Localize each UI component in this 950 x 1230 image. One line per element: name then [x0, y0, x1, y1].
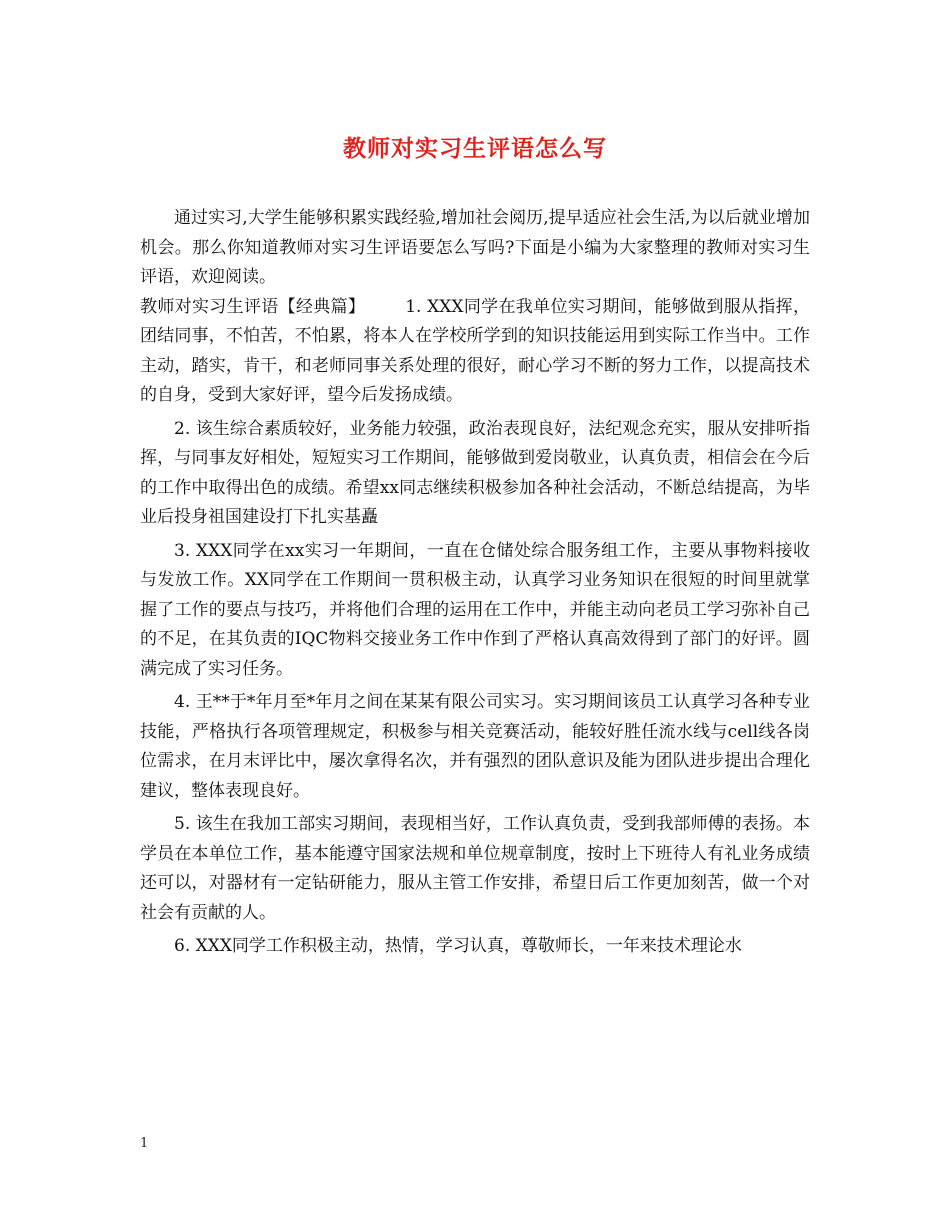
document-body [140, 204, 810, 962]
item-paragraph-6: 6. XXX同学工作积极主动，热情，学习认真，尊敬师长，一年来技术理论水 [174, 936, 742, 956]
section-label: 教师对实习生评语【经典篇】 [140, 296, 366, 317]
item-paragraph-1 [140, 293, 810, 411]
intro-paragraph: 通过实习,大学生能够积累实践经验,增加社会阅历,提早适应社会生活,为以后就业增加机会。那么你知道教师对实习生评语要怎么写吗?下面是小编为大家整理的教师对实习生评语，欢迎阅读。 [140, 208, 810, 287]
document-title: 教师对实习生评语怎么写 [343, 135, 607, 162]
page-number: 1 [140, 1136, 149, 1151]
item-paragraph-4: 4. 王**于*年月至*年月之间在某某有限公司实习。实习期间该员工认真学习各种专业技能，严格执行各项管理规定，积极参与相关竞赛活动，能较好胜任流水线与cell线各岗位需求，在月末评比中，屡次拿得名次，并有强烈的团队意识及能为团队进步提出合理化建议，整体表现良好。 [140, 692, 810, 801]
item-text-1: 1. XXX同学在我单位实习期间，能够做到服从指挥，团结同事，不怕苦，不怕累，将本人在学校所学到的知识技能运用到实际工作当中。工作主动，踏实，肯干，和老师同事关系处理的很好，耐心学习不断的努力工作，以提高技术的自身，受到大家好评，望今后发扬成绩。 [140, 296, 810, 405]
item-paragraph-3: 3. XXX同学在xx实习一年期间，一直在仓储处综合服务组工作，主要从事物料接收与发放工作。XX同学在工作期间一贯积极主动，认真学习业务知识在很短的时间里就掌握了工作的要点与技巧，并将他们合理的运用在工作中，并能主动向老员工学习弥补自己的不足，在其负责的IQC物料交接业务工作中作到了严格认真高效得到了部门的好评。圆满完成了实习任务。 [140, 540, 810, 679]
item-paragraph-2: 2. 该生综合素质较好，业务能力较强，政治表现良好，法纪观念充实，服从安排听指挥，与同事友好相处，短短实习工作期间，能够做到爱岗敬业，认真负责，相信会在今后的工作中取得出色的成绩。希望xx同志继续积极参加各种社会活动，不断总结提高，为毕业后投身祖国建设打下扎实基矗 [140, 418, 810, 527]
item-paragraph-5: 5. 该生在我加工部实习期间，表现相当好，工作认真负责，受到我部师傅的表扬。本学员在本单位工作，基本能遵守国家法规和单位规章制度，按时上下班待人有礼业务成绩还可以，对器材有一定钻研能力，服从主管工作安排，希望日后工作更加刻苦，做一个对社会有贡献的人。 [140, 814, 810, 923]
